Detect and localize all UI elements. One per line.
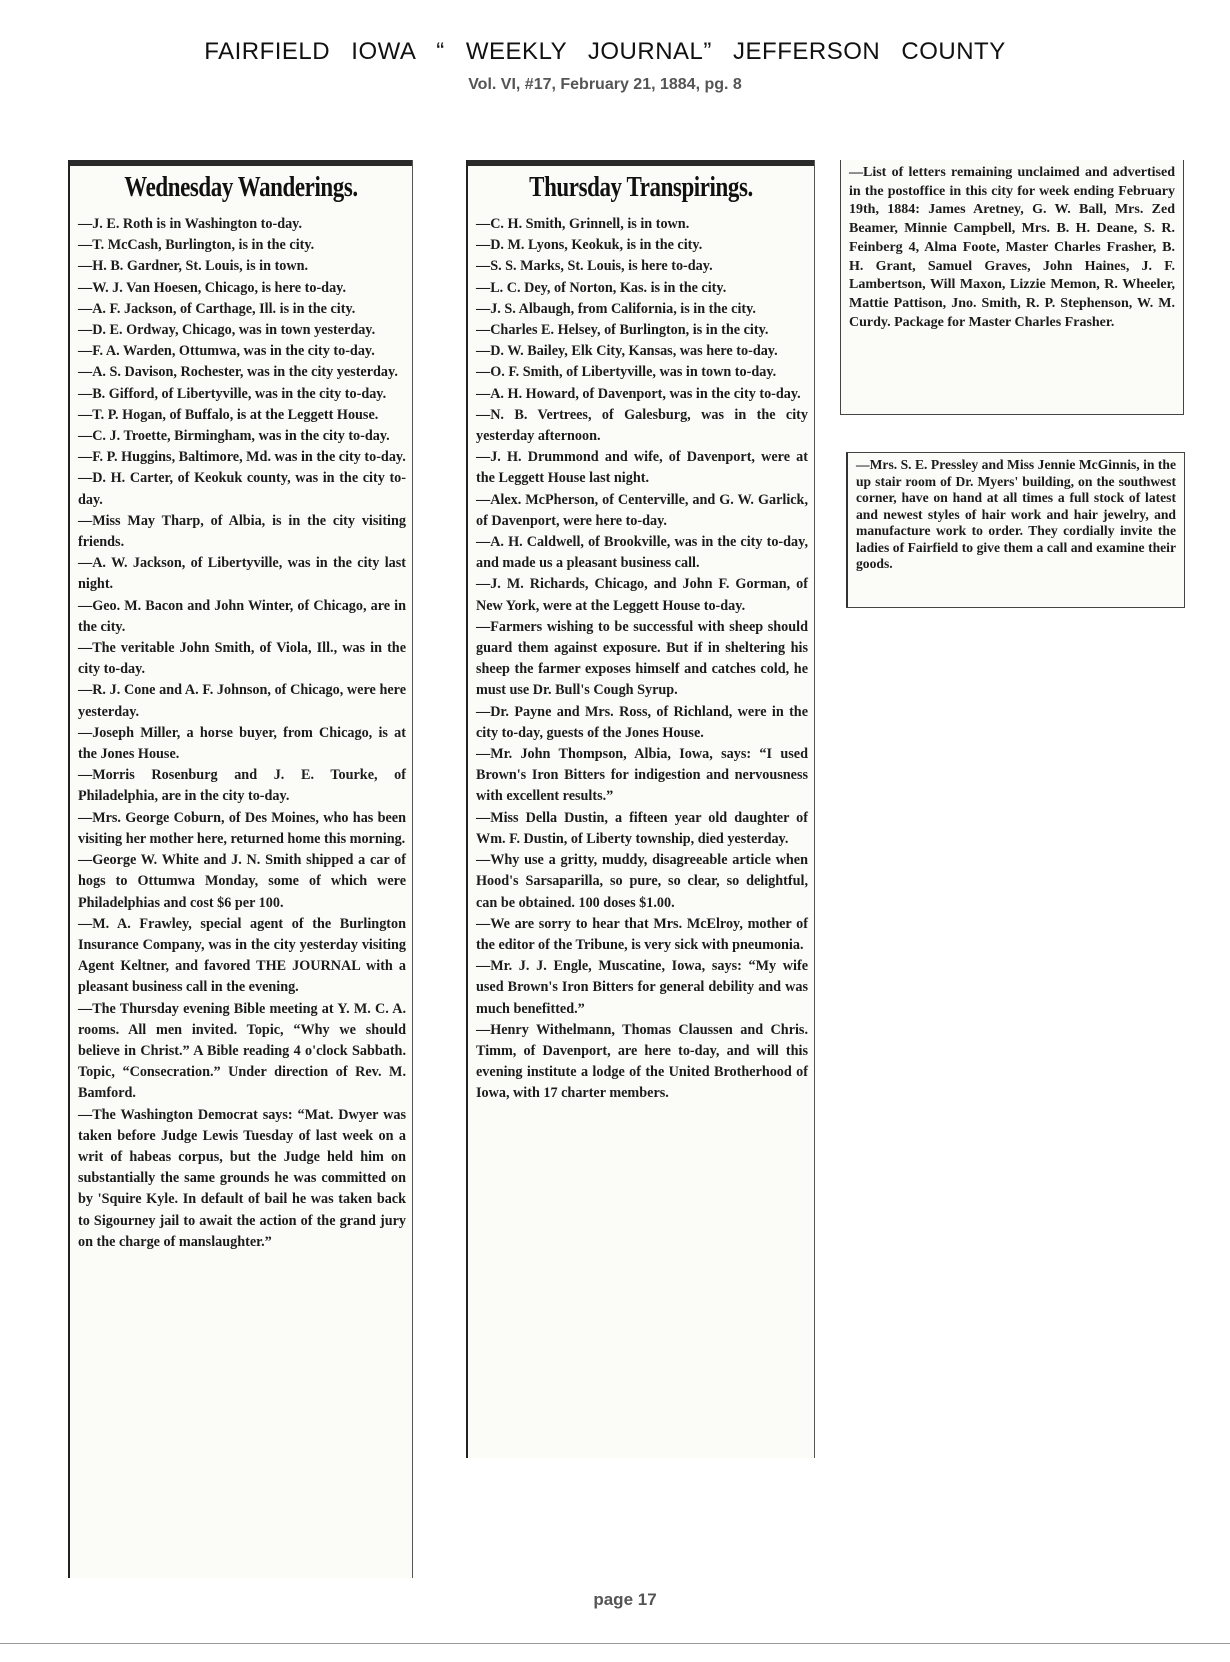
item-list bbox=[468, 214, 814, 1105]
news-item: —A. H. Caldwell, of Brookville, was in the city to-day, and made us a pleasant business call. bbox=[476, 534, 808, 572]
news-item: —T. McCash, Burlington, is in the city. bbox=[78, 237, 315, 254]
section-heading: Wednesday Wanderings. bbox=[124, 172, 358, 203]
news-item: —J. M. Richards, Chicago, and John F. Gorman, of New York, were at the Leggett House to-day. bbox=[476, 576, 808, 614]
news-item: —S. S. Marks, St. Louis, is here to-day. bbox=[476, 258, 713, 275]
news-item: —R. J. Cone and A. F. Johnson, of Chicago, were here yesterday. bbox=[78, 682, 406, 720]
news-item: —Morris Rosenburg and J. E. Tourke, of Philadelphia, are in the city to-day. bbox=[78, 767, 406, 805]
news-item: —L. C. Dey, of Norton, Kas. is in the city. bbox=[476, 279, 727, 296]
news-item: —List of letters remaining unclaimed and advertised in the postoffice in this city for week ending February 19th, 1884: James Aretney, G. W. Ball, Mrs. Zed Beamer, Minnie Campbell, Mrs. B. H. Deane, S. R. Feinberg 4, Alma Foote, Master Charles Frasher, B. H. Grant, Samuel Graves, John Haines, J. F. Lambertson, Will Maxon, Lizzie Memon, R. Wheeler, Mattie Pattison, Jno. Smith, R. P. Stephenson, W. M. Curdy. Package for Master Charles Frasher. bbox=[849, 165, 1175, 330]
clipping-hair-work-notice bbox=[846, 452, 1185, 608]
news-item: —A. F. Jackson, of Carthage, Ill. is in the city. bbox=[78, 300, 356, 317]
news-item: —W. J. Van Hoesen, Chicago, is here to-day. bbox=[78, 279, 347, 296]
page-header bbox=[0, 38, 1210, 94]
news-item: —Alex. McPherson, of Centerville, and G. W. Garlick, of Davenport, were here to-day. bbox=[476, 491, 808, 529]
news-item: —Mr. J. J. Engle, Muscatine, Iowa, says: “My wife used Brown's Iron Bitters for general debility and was much benefitted.” bbox=[476, 958, 808, 1017]
news-item: —Miss Della Dustin, a fifteen year old daughter of Wm. F. Dustin, of Liberty township, died yesterday. bbox=[476, 809, 808, 847]
clipping-unclaimed-letters bbox=[840, 160, 1184, 415]
bottom-divider bbox=[0, 1643, 1230, 1644]
news-item: —J. S. Albaugh, from California, is in the city. bbox=[476, 300, 756, 317]
news-item: —B. Gifford, of Libertyville, was in the city to-day. bbox=[78, 385, 387, 402]
news-item: —F. P. Huggins, Baltimore, Md. was in the city to-day. bbox=[78, 449, 406, 466]
news-item: —D. E. Ordway, Chicago, was in town yesterday. bbox=[78, 322, 376, 339]
item-list bbox=[848, 453, 1184, 577]
item-list bbox=[841, 160, 1183, 336]
news-item: —Charles E. Helsey, of Burlington, is in the city. bbox=[476, 322, 769, 339]
news-item: —Geo. M. Bacon and John Winter, of Chicago, are in the city. bbox=[78, 597, 406, 635]
section-heading: Thursday Transpirings. bbox=[529, 172, 753, 203]
news-item: —A. W. Jackson, of Libertyville, was in the city last night. bbox=[78, 555, 406, 593]
news-item: —We are sorry to hear that Mrs. McElroy, mother of the editor of the Tribune, is very sick with pneumonia. bbox=[476, 915, 808, 953]
news-item: —C. H. Smith, Grinnell, is in town. bbox=[476, 216, 690, 232]
column-rule bbox=[70, 160, 412, 166]
news-item: —The veritable John Smith, of Viola, Ill., was in the city to-day. bbox=[78, 640, 406, 678]
news-item: —D. M. Lyons, Keokuk, is in the city. bbox=[476, 237, 703, 254]
news-item: —Farmers wishing to be successful with sheep should guard them against exposure. But if in sheltering his sheep the farmer exposes himself and catches cold, he must use Dr. Bull's Cough Syrup. bbox=[476, 618, 808, 699]
news-item: —A. H. Howard, of Davenport, was in the city to-day. bbox=[476, 385, 801, 402]
item-list bbox=[70, 214, 412, 1253]
news-item: —Why use a gritty, muddy, disagreeable article when Hood's Sarsaparilla, so pure, so clear, so delightful, can be obtained. 100 doses $1.00. bbox=[476, 852, 808, 911]
news-item: —N. B. Vertrees, of Galesburg, was in the city yesterday afternoon. bbox=[476, 406, 808, 445]
news-item: —D. H. Carter, of Keokuk county, was in the city to-day. bbox=[78, 470, 406, 508]
page-title: FAIRFIELD IOWA “ WEEKLY JOURNAL” JEFFERSON COUNTY bbox=[204, 38, 1006, 65]
news-item: —M. A. Frawley, special agent of the Burlington Insurance Company, was in the city yesterday visiting Agent Keltner, and favored THE JOURNAL with a pleasant business call in the evening. bbox=[78, 915, 406, 996]
news-item: —Miss May Tharp, of Albia, is in the city visiting friends. bbox=[78, 512, 406, 551]
news-item: —T. P. Hogan, of Buffalo, is at the Leggett House. bbox=[78, 406, 379, 423]
news-item: —D. W. Bailey, Elk City, Kansas, was here to-day. bbox=[476, 343, 778, 360]
news-item: —J. E. Roth is in Washington to-day. bbox=[78, 216, 303, 232]
page-subtitle: Vol. VI, #17, February 21, 1884, pg. 8 bbox=[468, 76, 742, 93]
news-item: —O. F. Smith, of Libertyville, was in town to-day. bbox=[476, 364, 777, 381]
news-item: —Mrs. S. E. Pressley and Miss Jennie McGinnis, in the up stair room of Dr. Myers' building, on the southwest corner, have on hand at all times a full stock of latest and newest styles of hair work and hair jewelry, and manufacture work to order. They cordially invite the ladies of Fairfield to give them a call and examine their goods. bbox=[856, 457, 1176, 571]
news-item: —Mr. John Thompson, Albia, Iowa, says: “I used Brown's Iron Bitters for indigestion and nervousness with excellent results.” bbox=[476, 746, 808, 805]
news-item: —J. H. Drummond and wife, of Davenport, were at the Leggett House last night. bbox=[476, 449, 808, 487]
clipping-thursday-transpirings bbox=[466, 160, 815, 1458]
news-item: —George W. White and J. N. Smith shipped a car of hogs to Ottumwa Monday, some of which were Philadelphias and cost $6 per 100. bbox=[78, 852, 406, 911]
news-item: —Joseph Miller, a horse buyer, from Chicago, is at the Jones House. bbox=[78, 724, 406, 763]
news-item: —A. S. Davison, Rochester, was in the city yesterday. bbox=[78, 364, 398, 381]
news-item: —F. A. Warden, Ottumwa, was in the city to-day. bbox=[78, 343, 375, 360]
news-item: —The Washington Democrat says: “Mat. Dwyer was taken before Judge Lewis Tuesday of last week on a writ of habeas corpus, but the Judge held him on substantially the same grounds he was committed on by 'Squire Kyle. In default of bail he was taken back to Sigourney jail to await the action of the grand jury on the charge of manslaughter.” bbox=[78, 1106, 406, 1250]
news-item: —Henry Withelmann, Thomas Claussen and Chris. Timm, of Davenport, are here to-day, and will this evening institute a lodge of the United Brotherhood of Iowa, with 17 charter members. bbox=[476, 1021, 808, 1102]
news-item: —Mrs. George Coburn, of Des Moines, who has been visiting her mother here, returned home this morning. bbox=[78, 809, 406, 847]
news-item: —Dr. Payne and Mrs. Ross, of Richland, were in the city to-day, guests of the Jones House. bbox=[476, 703, 808, 741]
column-rule bbox=[468, 160, 814, 166]
page-number: page 17 bbox=[593, 1590, 657, 1609]
news-item: —The Thursday evening Bible meeting at Y. M. C. A. rooms. All men invited. Topic, “Why we should believe in Christ.” A Bible reading 4 o'clock Sabbath. Topic, “Consecration.” Under direction of Rev. M. Bamford. bbox=[78, 1000, 406, 1102]
news-item: —H. B. Gardner, St. Louis, is in town. bbox=[78, 258, 309, 275]
clipping-wednesday-wanderings bbox=[68, 160, 413, 1578]
news-item: —C. J. Troette, Birmingham, was in the city to-day. bbox=[78, 428, 390, 445]
